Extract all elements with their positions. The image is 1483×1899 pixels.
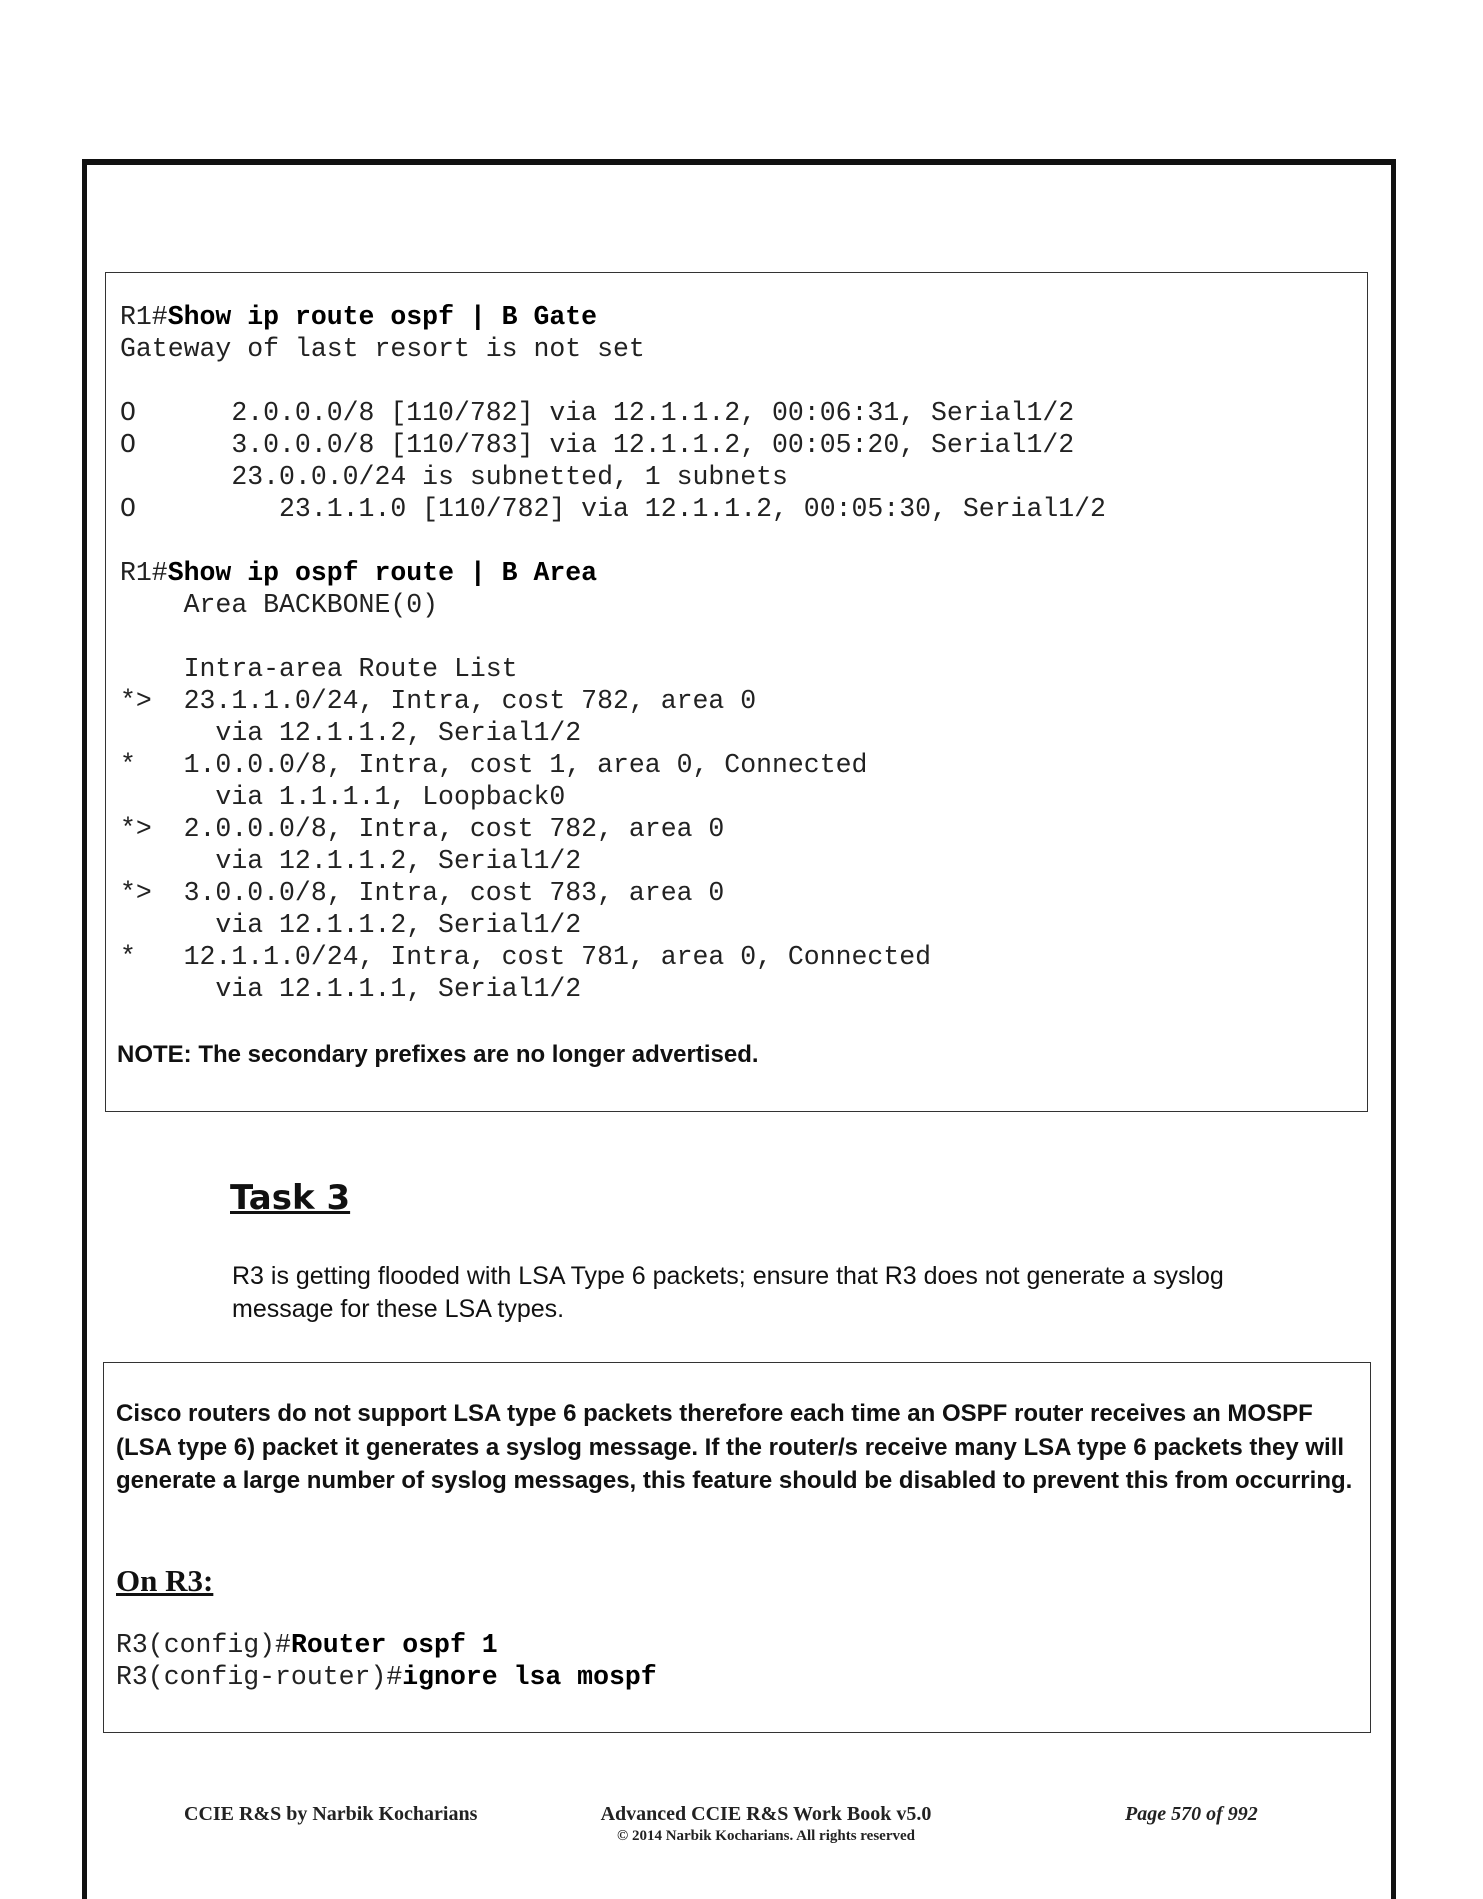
cli-text: O 2.0.0.0/8 [110/782] via 12.1.1.2, 00:06:31, Serial1/2 xyxy=(120,398,1075,428)
cli-command: Show ip ospf route | B Area xyxy=(167,558,598,588)
cli-output-block xyxy=(120,301,1106,1005)
cli-text: via 12.1.1.2, Serial1/2 xyxy=(120,910,582,940)
task-description: R3 is getting flooded with LSA Type 6 packets; ensure that R3 does not generate a syslog message for these LSA types. xyxy=(232,1262,1224,1323)
cli-line xyxy=(116,1629,657,1661)
cli-line xyxy=(120,877,1106,909)
task-title: Task 3 xyxy=(230,1178,351,1218)
cli-text: O 23.1.1.0 [110/782] via 12.1.1.2, 00:05:30, Serial1/2 xyxy=(120,494,1106,524)
cli-line xyxy=(120,941,1106,973)
cli-line xyxy=(120,461,1106,493)
cli-text: 23.0.0.0/24 is subnetted, 1 subnets xyxy=(120,462,788,492)
cli-text: R3(config-router)# xyxy=(116,1662,403,1692)
cli-text: Area BACKBONE(0) xyxy=(120,590,439,620)
cli-line xyxy=(120,653,1106,685)
footer-book-title: Advanced CCIE R&S Work Book v5.0 xyxy=(600,1803,932,1825)
cli-command: Show ip route ospf | B Gate xyxy=(167,302,598,332)
cli-text: via 12.1.1.1, Serial1/2 xyxy=(120,974,582,1004)
cli-line xyxy=(120,621,1106,653)
cli-config-block xyxy=(116,1629,657,1693)
cli-command: Router ospf 1 xyxy=(290,1630,498,1660)
cli-text: *> 2.0.0.0/8, Intra, cost 782, area 0 xyxy=(120,814,725,844)
section-heading: On R3: xyxy=(116,1563,214,1598)
cli-line xyxy=(120,493,1106,525)
cli-line xyxy=(116,1661,657,1693)
output-box xyxy=(105,272,1368,1112)
cli-text: Gateway of last resort is not set xyxy=(120,334,645,364)
cli-line xyxy=(120,557,1106,589)
cli-line xyxy=(120,717,1106,749)
footer-title xyxy=(556,1803,976,1845)
cli-text: *> 23.1.1.0/24, Intra, cost 782, area 0 xyxy=(120,686,757,716)
cli-line xyxy=(120,429,1106,461)
cli-text: * 12.1.1.0/24, Intra, cost 781, area 0, Connected xyxy=(120,942,932,972)
cli-line xyxy=(120,365,1106,397)
cli-line xyxy=(120,781,1106,813)
cli-line xyxy=(120,685,1106,717)
cli-line xyxy=(120,589,1106,621)
cli-text: via 12.1.1.2, Serial1/2 xyxy=(120,718,582,748)
cli-text: R3(config)# xyxy=(116,1630,291,1660)
footer-author: CCIE R&S by Narbik Kocharians xyxy=(184,1803,478,1825)
cli-text: R1# xyxy=(120,302,168,332)
footer-page-number: Page 570 of 992 xyxy=(1125,1803,1258,1825)
cli-text: O 3.0.0.0/8 [110/783] via 12.1.1.2, 00:05:20, Serial1/2 xyxy=(120,430,1075,460)
cli-line xyxy=(120,333,1106,365)
cli-line xyxy=(120,397,1106,429)
cli-text: via 12.1.1.2, Serial1/2 xyxy=(120,846,582,876)
cli-text: * 1.0.0.0/8, Intra, cost 1, area 0, Connected xyxy=(120,750,868,780)
cli-text: Intra-area Route List xyxy=(120,654,518,684)
cli-line xyxy=(120,749,1106,781)
cli-text: *> 3.0.0.0/8, Intra, cost 783, area 0 xyxy=(120,878,725,908)
solution-box xyxy=(103,1362,1371,1733)
cli-line xyxy=(120,845,1106,877)
cli-line xyxy=(120,973,1106,1005)
cli-text: via 1.1.1.1, Loopback0 xyxy=(120,782,566,812)
cli-line xyxy=(120,301,1106,333)
cli-command: ignore lsa mospf xyxy=(402,1662,657,1692)
note-text: NOTE: The secondary prefixes are no longer advertised. xyxy=(117,1041,759,1068)
cli-line xyxy=(120,909,1106,941)
cli-line xyxy=(120,813,1106,845)
cli-text: R1# xyxy=(120,558,168,588)
footer-copyright: © 2014 Narbik Kocharians. All rights reserved xyxy=(616,1828,915,1844)
explanation-text: Cisco routers do not support LSA type 6 packets therefore each time an OSPF router receives an MOSPF (LSA type 6) packet it generates a syslog message. If the router/s receive many LSA type 6 packets they will generate a large number of syslog messages, this feature should be disabled to prevent this from occurring. xyxy=(116,1400,1353,1494)
cli-line xyxy=(120,525,1106,557)
